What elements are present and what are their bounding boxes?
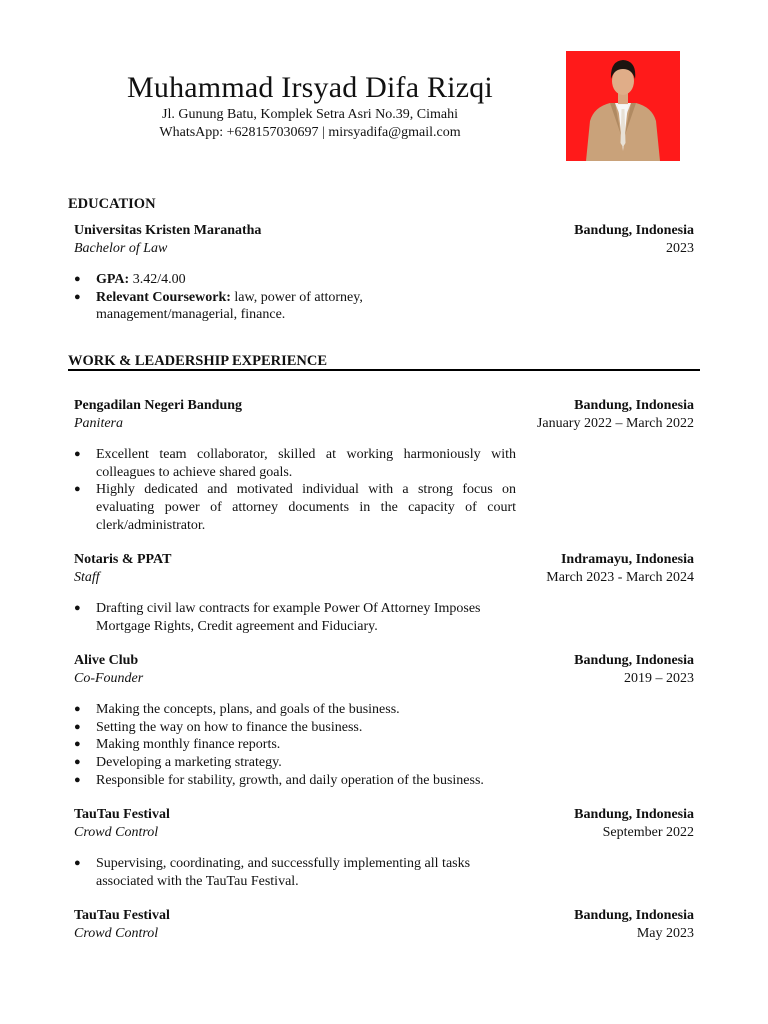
entry-date: May 2023 bbox=[636, 925, 694, 941]
list-item bbox=[74, 289, 404, 324]
person-silhouette-icon bbox=[566, 51, 680, 161]
education-heading: EDUCATION bbox=[68, 196, 156, 212]
address-line: Jl. Gunung Batu, Komplek Setra Asri No.39, Cimahi bbox=[162, 107, 458, 122]
experience-heading: WORK & LEADERSHIP EXPERIENCE bbox=[68, 353, 328, 369]
list-item: ● Supervising, coordinating, and successfully implementing all tasks associated with the TauTau Festival. bbox=[74, 855, 516, 890]
list-item: ● Highly dedicated and motivated individual with a strong focus on evaluating power of attorney documents in the capacity of court clerk/administrator. bbox=[74, 481, 516, 534]
candidate-name: Muhammad Irsyad Difa Rizqi bbox=[127, 71, 493, 104]
contact-line: WhatsApp: +628157030697 | mirsyadifa@gmail.com bbox=[159, 125, 461, 140]
job-role: Panitera bbox=[74, 415, 123, 431]
experience-bullets bbox=[74, 701, 516, 789]
entry-date: 2023 bbox=[666, 240, 694, 256]
experience-bullets bbox=[74, 600, 516, 635]
list-item: ● Making monthly finance reports. bbox=[74, 736, 516, 754]
institution-name: Universitas Kristen Maranatha bbox=[74, 223, 262, 238]
job-role: Crowd Control bbox=[74, 824, 159, 840]
entry-location: Bandung, Indonesia bbox=[574, 223, 694, 238]
resume-header bbox=[100, 70, 520, 142]
list-item: ● Excellent team collaborator, skilled at working harmoniously with colleagues to achieve shared goals. bbox=[74, 446, 516, 481]
organization-name: TauTau Festival bbox=[74, 807, 170, 822]
section-divider bbox=[68, 369, 700, 371]
profile-photo bbox=[566, 51, 680, 161]
experience-entry bbox=[74, 551, 694, 635]
experience-entry bbox=[74, 806, 694, 890]
education-entry bbox=[74, 222, 694, 324]
organization-name: Pengadilan Negeri Bandung bbox=[74, 398, 243, 413]
entry-location: Bandung, Indonesia bbox=[574, 398, 694, 413]
organization-name: TauTau Festival bbox=[74, 908, 170, 923]
experience-bullets bbox=[74, 855, 516, 890]
gpa-label: GPA: bbox=[96, 272, 130, 288]
job-role: Co-Founder bbox=[74, 670, 144, 686]
experience-bullets bbox=[74, 446, 516, 534]
entry-location: Bandung, Indonesia bbox=[574, 807, 694, 822]
entry-date: September 2022 bbox=[602, 824, 694, 840]
list-item: ● Drafting civil law contracts for example Power Of Attorney Imposes Mortgage Rights, Credit agreement and Fiduciary. bbox=[74, 600, 516, 635]
list-item: ● Making the concepts, plans, and goals of the business. bbox=[74, 701, 516, 719]
list-item bbox=[74, 271, 404, 289]
list-item: ● Developing a marketing strategy. bbox=[74, 754, 516, 772]
entry-date: 2019 – 2023 bbox=[624, 670, 694, 686]
experience-entry bbox=[74, 907, 694, 942]
entry-date: March 2023 - March 2024 bbox=[546, 569, 694, 585]
entry-location: Indramayu, Indonesia bbox=[560, 552, 694, 567]
experience-entry bbox=[74, 397, 694, 534]
organization-name: Notaris & PPAT bbox=[74, 552, 172, 567]
job-role: Crowd Control bbox=[74, 925, 159, 941]
organization-name: Alive Club bbox=[74, 653, 139, 668]
entry-date: January 2022 – March 2022 bbox=[536, 415, 694, 431]
gpa-value: 3.42/4.00 bbox=[129, 272, 186, 288]
education-details bbox=[74, 271, 404, 324]
entry-location: Bandung, Indonesia bbox=[574, 653, 694, 668]
coursework-label: Relevant Coursework: bbox=[96, 289, 231, 305]
entry-location: Bandung, Indonesia bbox=[574, 908, 694, 923]
list-item: ● Setting the way on how to finance the business. bbox=[74, 719, 516, 737]
list-item: ● Responsible for stability, growth, and daily operation of the business. bbox=[74, 772, 516, 790]
job-role: Staff bbox=[74, 569, 100, 585]
coursework-value: law, power of attorney, management/managerial, finance. bbox=[96, 289, 363, 323]
degree: Bachelor of Law bbox=[74, 240, 168, 256]
experience-entry bbox=[74, 652, 694, 789]
